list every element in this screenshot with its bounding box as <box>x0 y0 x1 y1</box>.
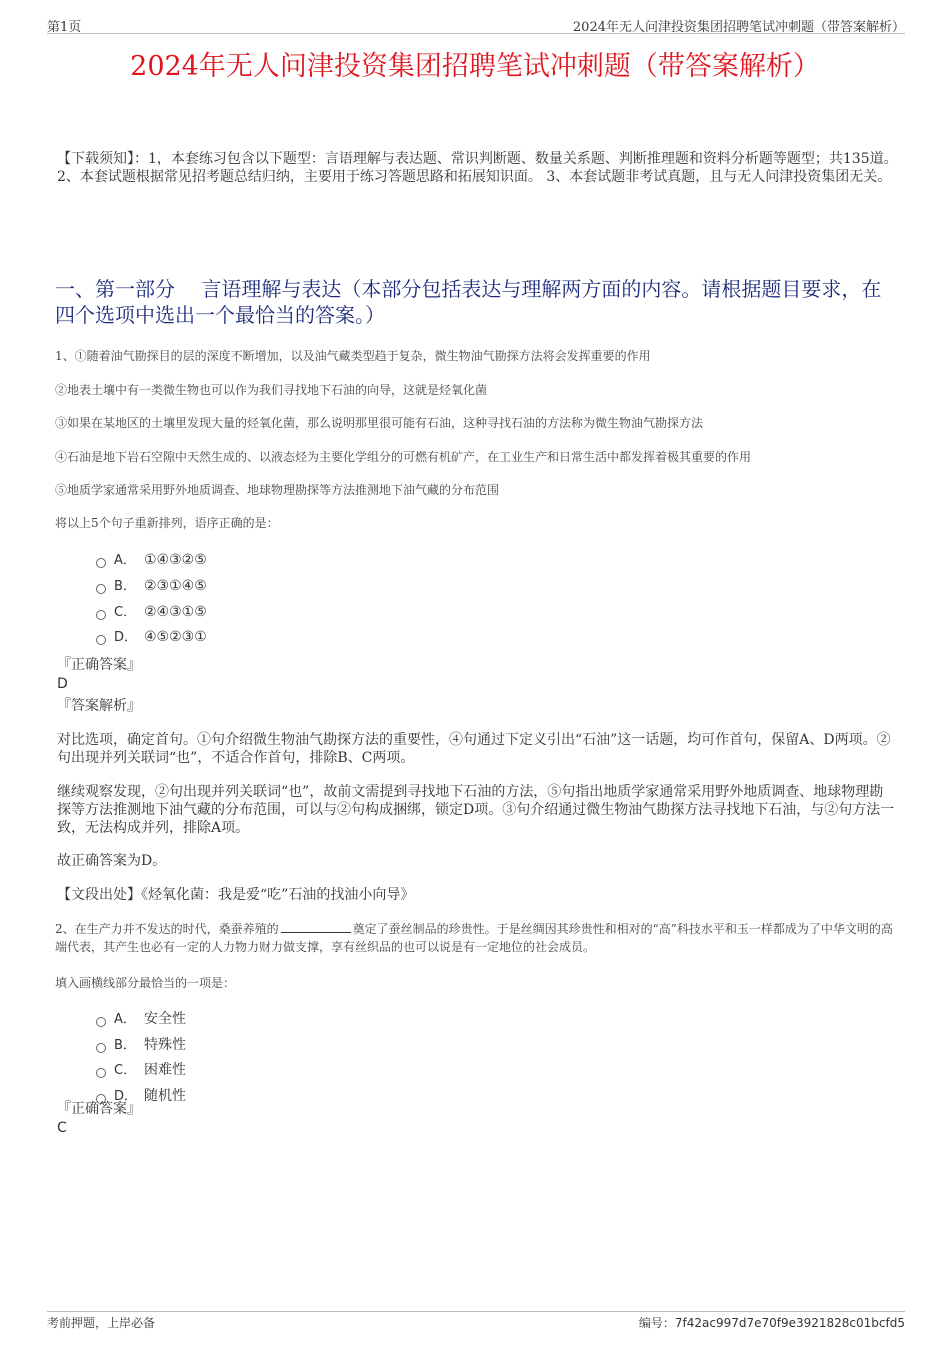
section-title: 一、第一部分 言语理解与表达（本部分包括表达与理解两方面的内容。请根据题目要求，在四个选项中选出一个最恰当的答案。） <box>55 277 882 327</box>
q1-option-c[interactable]: C． ②④③①⑤ <box>96 602 207 622</box>
q2-answer-label: 『正确答案』 <box>57 1101 141 1117</box>
q1-line-3: ③如果在某地区的土壤里发现大量的烃氧化菌，那么说明那里很可能有石油，这种寻找石油的方法称为微生物油气勘探方法 <box>55 416 704 430</box>
q1-analysis-paragraph-1: 对比选项，确定首句。①句介绍微生物油气勘探方法的重要性，④句通过下定义引出“石油”这一话题，均可作首句，保留A、D两项。②句出现并列关联词“也”，不适合作首句，排除B、C两项。 <box>57 732 891 766</box>
radio-icon[interactable] <box>96 558 106 568</box>
q1-option-b[interactable]: B． ②③①④⑤ <box>96 576 207 596</box>
radio-icon[interactable] <box>96 584 106 594</box>
radio-icon[interactable] <box>96 1068 106 1078</box>
page-title: 2024年无人问津投资集团招聘笔试冲刺题（带答案解析） <box>130 51 820 82</box>
fill-blank <box>281 920 351 933</box>
q2-answer: C <box>57 1120 67 1136</box>
q1-analysis-conclusion: 故正确答案为D。 <box>57 853 167 869</box>
page-number: 第1页 <box>47 20 82 35</box>
q1-answer: D <box>57 676 68 692</box>
q1-option-d[interactable]: D． ④⑤②③① <box>96 627 207 647</box>
download-notice: 【下载须知】：1，本套练习包含以下题型：言语理解与表达题、常识判断题、数量关系题、判断推理题和资料分析题等题型；共135道。 2、本套试题根据常见招考题总结归纳，主要用于练习答题思路和拓展知识面。 3、本套试题非考试真题，且与无人问津投资集团无关。 <box>57 151 898 185</box>
radio-icon[interactable] <box>96 635 106 645</box>
q1-analysis-paragraph-2: 继续观察发现，②句出现并列关联词“也”，故前文需提到寻找地下石油的方法，⑤句指出地质学家通常采用野外地质调查、地球物理勘探等方法推测地下油气藏的分布范围，可以与②句构成捆绑，锁定D项。③句介绍通过微生物油气勘探方法寻找地下石油，与②句方法一致，无法构成并列，排除A项。 <box>57 784 895 836</box>
header-divider <box>47 33 905 34</box>
footer-code: 编号：7f42ac997d7e70f9e3921828c01bcfd5 <box>638 1316 905 1330</box>
q2-prompt: 填入画横线部分最恰当的一项是： <box>55 976 236 990</box>
radio-icon[interactable] <box>96 1043 106 1053</box>
q1-line-2: ②地表土壤中有一类微生物也可以作为我们寻找地下石油的向导，这就是烃氧化菌 <box>55 383 488 397</box>
radio-icon[interactable] <box>96 1017 106 1027</box>
q1-answer-label: 『正确答案』 <box>57 657 141 673</box>
q1-line-5: ⑤地质学家通常采用野外地质调查、地球物理勘探等方法推测地下油气藏的分布范围 <box>55 483 500 497</box>
q1-prompt: 将以上5个句子重新排列，语序正确的是： <box>55 516 279 530</box>
q1-line-4: ④石油是地下岩石空隙中天然生成的、以液态烃为主要化学组分的可燃有机矿产，在工业生产和日常生活中都发挥着极其重要的作用 <box>55 450 752 464</box>
q2-option-a[interactable]: A． 安全性 <box>96 1009 186 1029</box>
radio-icon[interactable] <box>96 610 106 620</box>
q2-option-d[interactable]: D． 随机性 <box>96 1086 186 1106</box>
footer-divider <box>47 1311 905 1312</box>
q2-stem: 2、在生产力并不发达的时代，桑蚕养殖的 奠定了蚕丝制品的珍贵性。于是丝绸因其珍贵性和相对的“高”科技水平和玉一样都成为了中华文明的高端代表，其产生也必有一定的人力物力财力做支撑，享有丝织品的也可以说是有一定地位的社会成员。 <box>55 922 893 954</box>
footer-slogan: 考前押题，上岸必备 <box>47 1316 156 1330</box>
q1-analysis-label: 『答案解析』 <box>57 698 141 714</box>
q2-option-b[interactable]: B． 特殊性 <box>96 1035 186 1055</box>
q2-option-c[interactable]: C． 困难性 <box>96 1060 186 1080</box>
q1-source: 【文段出处】《烃氧化菌：我是爱“吃”石油的找油小向导》 <box>57 887 415 903</box>
q1-option-a[interactable]: A． ①④③②⑤ <box>96 550 207 570</box>
header-doc-title: 2024年无人问津投资集团招聘笔试冲刺题（带答案解析） <box>572 20 905 35</box>
q1-line-1: 1、①随着油气勘探目的层的深度不断增加，以及油气藏类型趋于复杂，微生物油气勘探方法将会发挥重要的作用 <box>55 349 651 363</box>
